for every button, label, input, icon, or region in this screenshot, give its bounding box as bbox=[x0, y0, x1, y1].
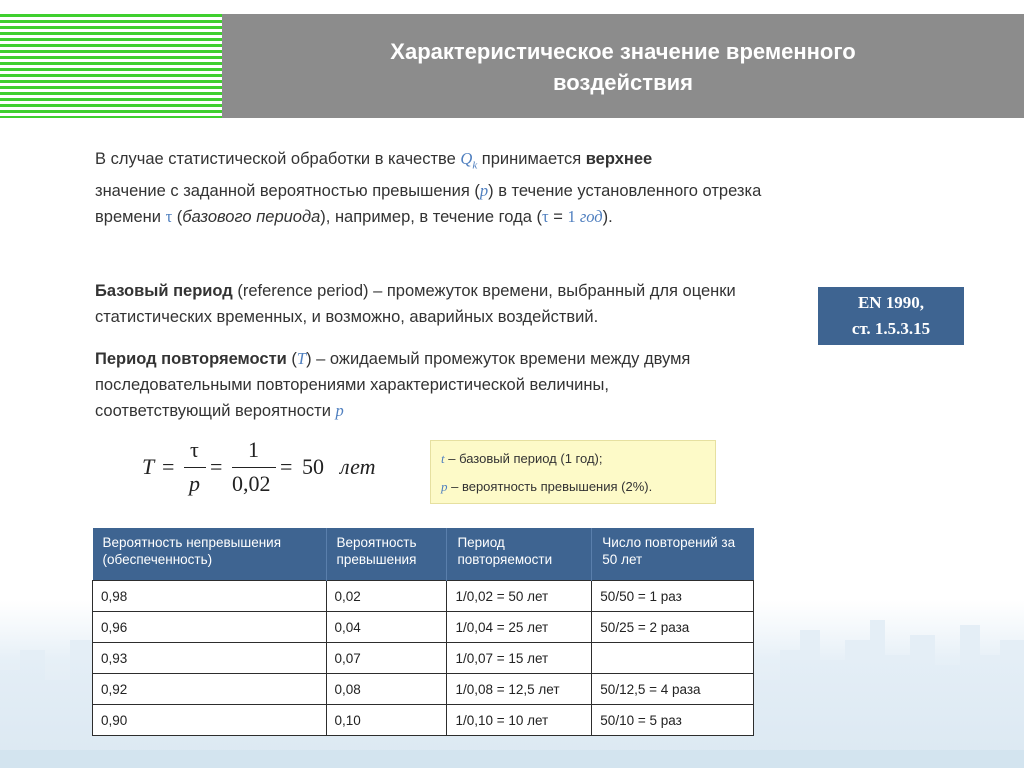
legend-t-text: – базовый период (1 год); bbox=[444, 451, 603, 466]
legend-p-symbol: p bbox=[441, 479, 448, 494]
header-exceedance: Вероятность превышения bbox=[326, 528, 447, 581]
p1-text-6: ), например, в течение года ( bbox=[320, 208, 542, 227]
table-cell: 0,07 bbox=[326, 643, 447, 674]
tau-symbol: τ bbox=[165, 207, 173, 227]
table-cell: 1/0,04 = 25 лет bbox=[447, 612, 592, 643]
table-cell: 50/50 = 1 раз bbox=[592, 581, 754, 612]
table-cell: 0,04 bbox=[326, 612, 447, 643]
slide-header bbox=[222, 14, 1024, 118]
legend-t bbox=[441, 451, 602, 467]
formula-legend bbox=[430, 440, 716, 504]
p1-one: 1 bbox=[567, 207, 576, 227]
table-cell: 1/0,10 = 10 лет bbox=[447, 705, 592, 736]
table-row bbox=[93, 674, 754, 705]
formula-result: 50 bbox=[302, 454, 324, 479]
p2-text: (reference period) – промежуток времени, выбранный для оценки статистических временных, и возможно, аварийных воздействий. bbox=[95, 282, 736, 326]
table-cell: 1/0,08 = 12,5 лет bbox=[447, 674, 592, 705]
header-return-period: Период повторяемости bbox=[447, 528, 592, 581]
table-cell bbox=[592, 643, 754, 674]
formula-unit: лет bbox=[340, 454, 376, 479]
table-row bbox=[93, 581, 754, 612]
p1-bold: верхнее bbox=[585, 150, 653, 168]
p2-bold: Базовый период bbox=[95, 282, 233, 300]
legend-p bbox=[441, 479, 652, 495]
slide-title bbox=[222, 36, 1024, 98]
fraction-bar-2 bbox=[232, 467, 276, 468]
table-cell: 0,08 bbox=[326, 674, 447, 705]
table-cell: 0,02 bbox=[326, 581, 447, 612]
formula-one: 1 bbox=[248, 437, 259, 462]
header-non-exceedance: Вероятность непревышения (обеспеченность) bbox=[93, 528, 327, 581]
title-line-2: воздействия bbox=[553, 70, 693, 95]
table-cell: 0,93 bbox=[93, 643, 327, 674]
p1-italic: базового периода bbox=[182, 208, 321, 227]
probability-table bbox=[92, 528, 754, 736]
legend-p-text: – вероятность превышения (2%). bbox=[447, 479, 653, 494]
p3-text-1: ( bbox=[286, 350, 297, 368]
p1-eq: = bbox=[548, 208, 568, 227]
paragraph-definition bbox=[95, 146, 785, 230]
table-cell: 1/0,02 = 50 лет bbox=[447, 581, 592, 612]
table-row bbox=[93, 643, 754, 674]
standard-reference-box bbox=[818, 287, 964, 345]
q-symbol: Q bbox=[460, 149, 473, 168]
p-symbol: p bbox=[479, 181, 489, 201]
formula-tau: τ bbox=[190, 437, 199, 462]
table-cell: 50/25 = 2 раза bbox=[592, 612, 754, 643]
paragraph-reference-period bbox=[95, 278, 765, 330]
table-cell: 0,92 bbox=[93, 674, 327, 705]
T-symbol: T bbox=[296, 349, 307, 368]
header-repetitions: Число повторений за 50 лет bbox=[592, 528, 754, 581]
formula-p: p bbox=[189, 471, 200, 496]
table-cell: 0,96 bbox=[93, 612, 327, 643]
table-header-row bbox=[93, 528, 754, 581]
reference-line-1: EN 1990, bbox=[857, 293, 925, 312]
formula-eq-1: = bbox=[162, 454, 175, 479]
title-line-1: Характеристическое значение временного bbox=[390, 39, 856, 64]
formula-eq-2: = bbox=[210, 454, 223, 479]
tau-symbol-2: τ bbox=[542, 207, 549, 227]
table-row bbox=[93, 705, 754, 736]
p1-god: год bbox=[575, 207, 603, 227]
table-row bbox=[93, 612, 754, 643]
q-subscript: k bbox=[472, 159, 478, 172]
table-cell: 1/0,07 = 15 лет bbox=[447, 643, 592, 674]
table-cell: 0,10 bbox=[326, 705, 447, 736]
formula-T: T bbox=[142, 454, 155, 479]
return-period-formula bbox=[140, 437, 400, 501]
table-cell: 0,98 bbox=[93, 581, 327, 612]
formula-eq-3: = bbox=[280, 454, 293, 479]
table-cell: 50/12,5 = 4 раза bbox=[592, 674, 754, 705]
p1-text-7: ). bbox=[602, 208, 613, 227]
table-cell: 50/10 = 5 раз bbox=[592, 705, 754, 736]
p1-text-2: принимается bbox=[477, 150, 586, 168]
p-symbol-2: p bbox=[335, 401, 344, 420]
legend-t-symbol: t bbox=[441, 451, 445, 466]
p1-text-4: ) в течение установленного отрезка времени bbox=[95, 182, 762, 227]
p1-text-3: значение с заданной вероятностью превышения ( bbox=[95, 182, 480, 201]
paragraph-return-period bbox=[95, 346, 745, 424]
reference-line-2: ст. 1.5.3.15 bbox=[851, 319, 931, 338]
table-cell: 0,90 bbox=[93, 705, 327, 736]
p3-text-2: ) – ожидаемый промежуток времени между двумя последовательными повторениями характеристической величины, соответствующий вероятности bbox=[95, 350, 691, 420]
p3-bold: Период повторяемости bbox=[95, 350, 287, 368]
fraction-bar-1 bbox=[184, 467, 206, 468]
p1-text-5: ( bbox=[172, 208, 183, 227]
formula-denominator: 0,02 bbox=[232, 471, 271, 496]
p1-text-1: В случае статистической обработки в качестве bbox=[95, 150, 461, 168]
green-stripes-decoration bbox=[0, 14, 222, 118]
